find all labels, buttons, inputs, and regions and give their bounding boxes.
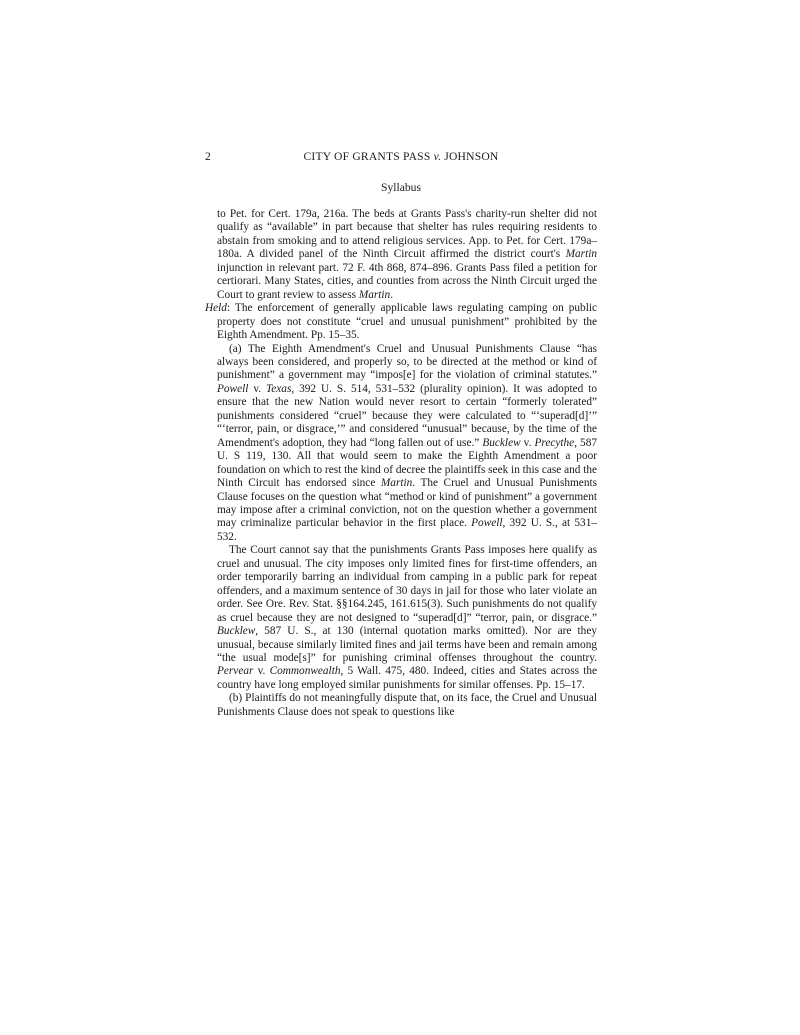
italic-text-run: Bucklew bbox=[217, 625, 256, 638]
text-run: . The Cruel and Unusual Punishments Clause focuses on the question what “method or kind of punishment” a government may impose after a criminal conviction, not on the question whether a government may criminalize particular behavior in the first place. bbox=[217, 477, 597, 530]
paragraph-a bbox=[205, 343, 597, 545]
italic-text-run: Precythe bbox=[534, 436, 575, 449]
text-run: v. bbox=[248, 382, 267, 395]
text-run: , 392 U. S., at 531–532. bbox=[217, 517, 597, 543]
case-title bbox=[205, 150, 597, 163]
text-run: to Pet. for Cert. 179a, 216a. The beds at Grants Pass's charity-run shelter did not qualify as “available” in part because that shelter has rules requiring residents to abstain from smoking and to attend religious services. App. to Pet. for Cert. 179a–180a. A divided panel of the Ninth Circuit affirmed the district court's bbox=[217, 208, 597, 261]
italic-text-run: Martin bbox=[358, 288, 391, 301]
paragraph-punishments bbox=[205, 544, 597, 692]
italic-text-run: Commonwealth bbox=[269, 665, 341, 678]
italic-text-run: Martin bbox=[565, 248, 597, 261]
section-label: Syllabus bbox=[381, 181, 421, 194]
text-run: : The enforcement of generally applicable laws regulating camping on public property does not constitute “cruel and unusual punishment” prohibited by the Eighth Amendment. Pp. 15–35. bbox=[217, 302, 597, 342]
text-run: (b) Plaintiffs do not meaningfully dispute that, on its face, the Cruel and Unusual Punishments Clause does not speak to questions like bbox=[217, 692, 597, 718]
text-run: The Court cannot say that the punishments Grants Pass imposes here qualify as cruel and unusual. The city imposes only limited fines for first-time offenders, an order temporarily barring an individual from camping in a public park for repeat offenders, and a maximum sentence of 30 days in jail for those who later violate an order. See Ore. Rev. Stat. §§164.245, 161.615(3). Such punishments do not qualify as cruel because they are not designed to “superad[d]” “terror, pain, or disgrace.” bbox=[217, 544, 597, 624]
text-run: injunction in relevant part. 72 F. 4th 868, 874–896. Grants Pass filed a petition for certiorari. Many States, cities, and counties from across the Ninth Circuit urged the Court to grant review to assess bbox=[217, 261, 597, 301]
paragraph-b bbox=[205, 692, 597, 719]
text-run: (a) The Eighth Amendment's Cruel and Unusual Punishments Clause “has always been considered, and properly so, to be directed at the method or kind of punishment” a government may “impos[e] for the violation of criminal statutes.” bbox=[217, 342, 597, 382]
syllabus-body bbox=[205, 208, 597, 719]
text-run: . bbox=[390, 288, 394, 301]
held-text bbox=[217, 302, 597, 341]
italic-text-run: Bucklew bbox=[482, 436, 521, 449]
text-run: , 587 U. S 119, 130. All that would seem to make the Eighth Amendment a poor foundation on which to rest the kind of decree the plaintiffs seek in this case and the Ninth Circuit has endorsed since bbox=[217, 436, 598, 490]
text-run: v. bbox=[520, 436, 535, 449]
case-title-prefix: CITY OF GRANTS PASS bbox=[303, 150, 434, 163]
italic-text-run: Martin bbox=[380, 477, 413, 490]
paragraph-continuation bbox=[205, 208, 597, 302]
text-run: , 587 U. S., at 130 (internal quotation marks omitted). Nor are they unusual, because similarly limited fines and jail terms have been and remain among “the usual mode[s]” for punishing criminal offenses throughout the country. bbox=[217, 625, 597, 664]
text-run: , 392 U. S. 514, 531–532 (plurality opinion). It was adopted to ensure that the new Nation would never resort to certain “formerly tolerated” punishments considered “cruel” because they were calculated to “‘superad[d]’” “‘terror, pain, or disgrace,’” and considered “unusual” because, by the time of the Amendment's adoption, they had “long fallen out of use.” bbox=[217, 382, 597, 449]
running-head bbox=[205, 150, 597, 166]
paragraph-held bbox=[205, 302, 597, 342]
italic-text-run: Pervear bbox=[217, 665, 254, 678]
italic-text-run: Powell bbox=[471, 517, 503, 530]
italic-text-run: Texas bbox=[266, 382, 292, 395]
held-label: Held bbox=[205, 302, 227, 315]
case-title-versus: v. bbox=[433, 150, 442, 163]
text-run: v. bbox=[253, 665, 270, 678]
italic-text-run: Powell bbox=[217, 382, 249, 395]
page-number: 2 bbox=[205, 150, 211, 163]
text-run: , 5 Wall. 475, 480. Indeed, cities and States across the country have long employed similar punishments for similar offenses. Pp. 15–17. bbox=[217, 665, 598, 691]
case-title-suffix: JOHNSON bbox=[441, 150, 499, 163]
